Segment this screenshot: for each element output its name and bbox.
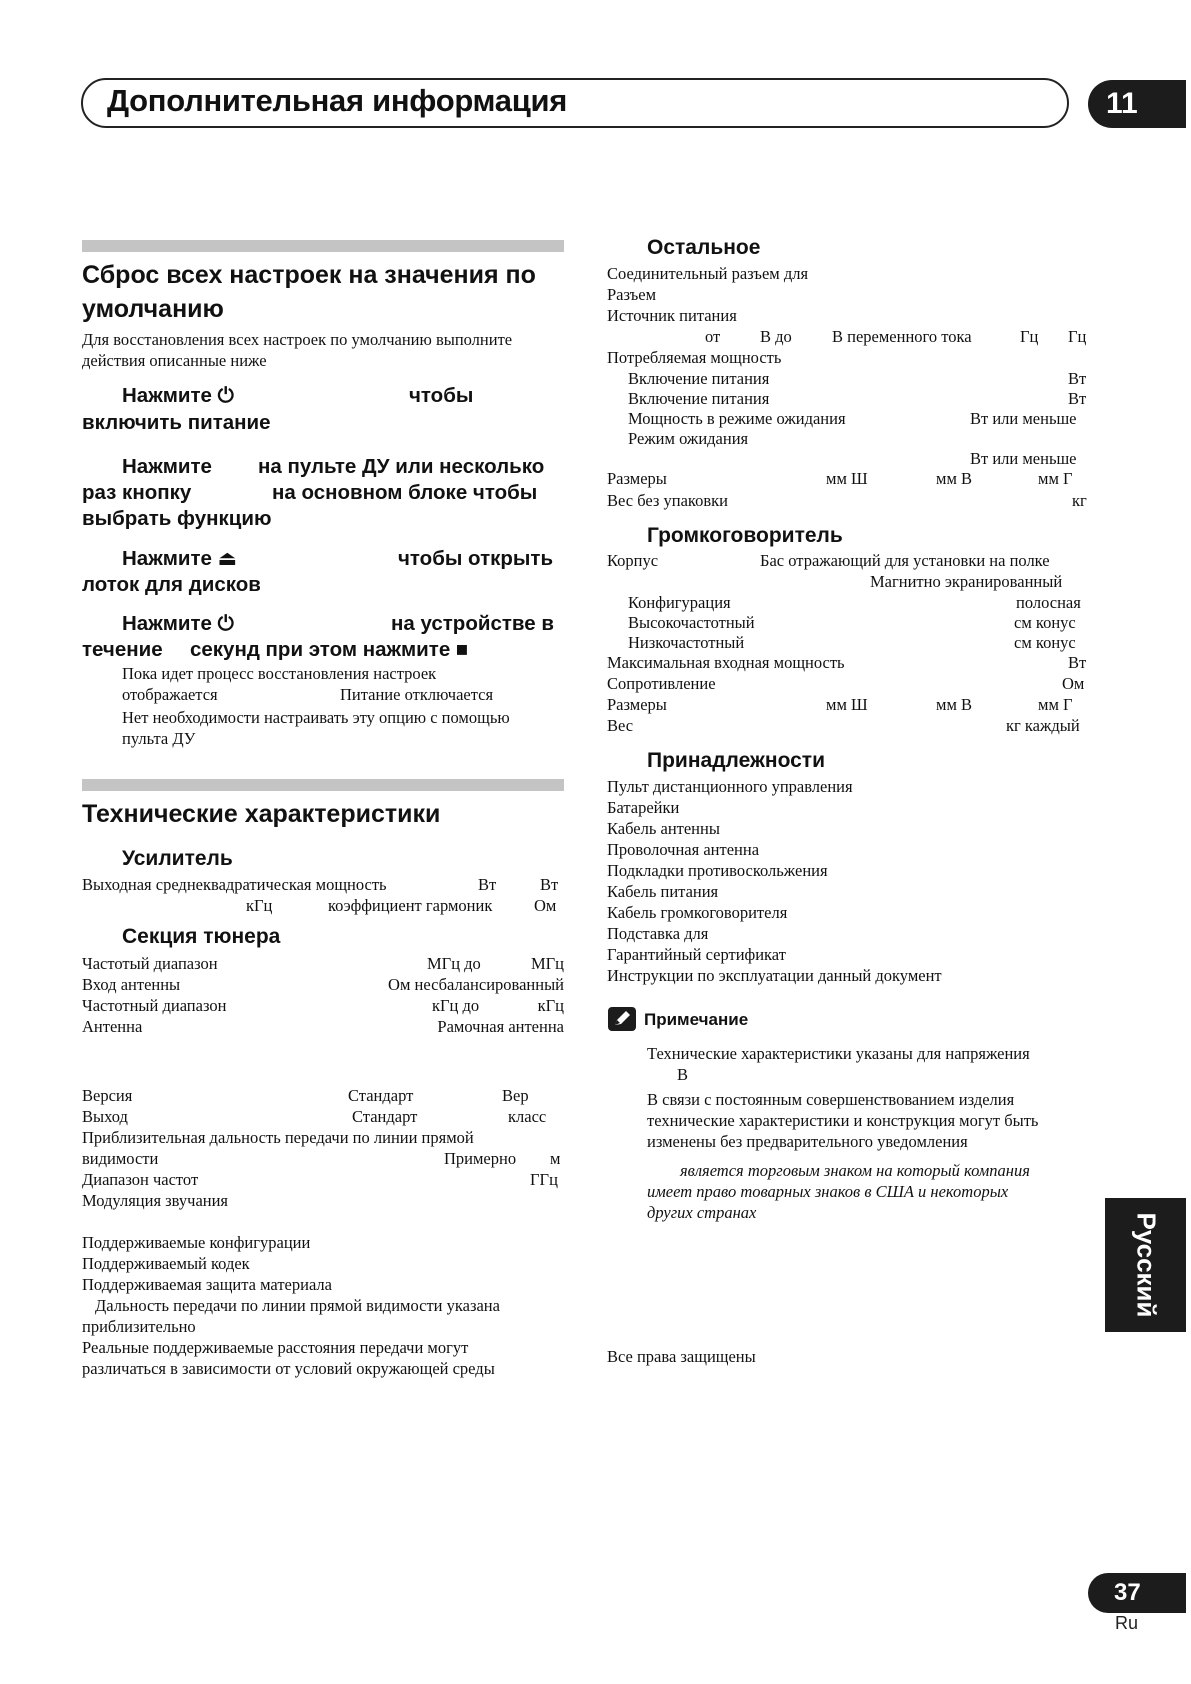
- bt-row-label: Версия: [82, 1086, 133, 1105]
- other-standby-mode-unit: Вт или меньше: [970, 449, 1077, 468]
- speaker-max-power-unit: Вт: [1068, 653, 1087, 672]
- step3-text-b: чтобы открыть: [398, 547, 554, 570]
- amp-line2-thd: коэффициент гармоник: [328, 896, 493, 915]
- list-item: Пульт дистанционного управления: [607, 777, 853, 796]
- other-power-on-2: Включение питания: [628, 389, 770, 408]
- amp-line1-label: Выходная среднеквадратическая мощность: [82, 875, 387, 894]
- tuner-row: [82, 995, 564, 1016]
- tuner-row-label: Частотный диапазон: [82, 996, 227, 1015]
- other-connector: Соединительный разъем для: [607, 264, 809, 283]
- amp-line2-ohm: Ом: [534, 896, 557, 915]
- other-power-source: Источник питания: [607, 306, 737, 325]
- bt-row-mid: Стандарт: [348, 1086, 414, 1105]
- other-dim-h: мм В: [936, 469, 973, 488]
- speaker-dim-d: мм Г: [1038, 695, 1073, 714]
- other-power-from: от: [705, 327, 721, 346]
- list-item: Проволочная антенна: [607, 840, 760, 859]
- other-dim-w: мм Ш: [826, 469, 868, 488]
- other-weight: Вес без упаковки: [607, 491, 729, 510]
- speaker-weight-unit: кг каждый: [1006, 716, 1080, 735]
- list-item: Кабель громкоговорителя: [607, 903, 788, 922]
- speaker-woofer: Низкочастотный: [628, 633, 745, 652]
- note-p3-line1: является торговым знаком на который компания: [680, 1161, 1030, 1180]
- reset-intro-line1: Для восстановления всех настроек по умолчанию выполните: [82, 330, 513, 349]
- tuner-row-value: Ом несбалансированный: [388, 975, 564, 994]
- other-standby-mode: Режим ожидания: [628, 429, 749, 448]
- list-item: Подкладки противоскольжения: [607, 861, 828, 880]
- other-weight-unit: кг: [1072, 491, 1087, 510]
- step4-text-a: Нажмите ⏻: [122, 612, 234, 635]
- amp-line1-unit2: Вт: [540, 875, 559, 894]
- note-p3-line2: имеет право товарных знаков в США и некоторых: [647, 1182, 1009, 1201]
- list-item: Кабель антенны: [607, 819, 720, 838]
- step4-text-b: на устройстве в: [391, 612, 554, 635]
- step2-text-c: раз кнопку: [82, 481, 192, 504]
- language-tab-label: Русский: [1131, 1212, 1161, 1318]
- tuner-row-value: Рамочная антенна: [437, 1017, 564, 1036]
- other-jack: Разъем: [607, 285, 657, 304]
- step1-text-a: Нажмите ⏻: [122, 384, 234, 407]
- step2-text-d: на основном блоке чтобы: [272, 481, 538, 504]
- note-p1-line1: Технические характеристики указаны для напряжения: [647, 1044, 1030, 1063]
- language-side-tab: [1105, 1198, 1186, 1332]
- bt-band-unit: ГГц: [530, 1170, 558, 1189]
- tuner-row-value: кГц: [537, 996, 564, 1015]
- speaker-weight: Вес: [607, 716, 634, 735]
- reset-note1-line2a: отображается: [122, 685, 218, 704]
- step4-text-d: секунд при этом нажмите ■: [190, 638, 469, 661]
- note-title: Примечание: [644, 1010, 749, 1029]
- step4-text-c: течение: [82, 638, 163, 661]
- page-number: 37: [1088, 1573, 1186, 1613]
- tuner-row-mid: МГц до: [427, 954, 481, 973]
- step3-text-c: лоток для дисков: [82, 573, 261, 596]
- bt-footnote2-line2: различаться в зависимости от условий окружающей среды: [82, 1359, 495, 1378]
- other-power-hz1: Гц: [1020, 327, 1039, 346]
- section-bar: [82, 240, 564, 252]
- bt-row-value: Вер: [502, 1086, 529, 1105]
- bt-codec: Поддерживаемый кодек: [82, 1254, 250, 1273]
- other-consumption: Потребляемая мощность: [607, 348, 782, 367]
- tuner-row: [82, 974, 564, 995]
- speaker-tweeter-val: см конус: [1014, 613, 1076, 632]
- section-bar: [82, 779, 564, 791]
- reset-note2-line2: пульта ДУ: [122, 729, 196, 748]
- note-p2-line1: В связи с постоянным совершенствованием изделия: [647, 1090, 1015, 1109]
- other-title: Остальное: [647, 236, 761, 259]
- speaker-tweeter: Высокочастотный: [628, 613, 755, 632]
- other-power-hz2: Гц: [1068, 327, 1087, 346]
- bt-row: [82, 1106, 564, 1127]
- bt-row-mid: Стандарт: [352, 1107, 418, 1126]
- list-item: Кабель питания: [607, 882, 719, 901]
- speaker-woofer-val: см конус: [1014, 633, 1076, 652]
- eject-icon: ⏏: [217, 547, 238, 570]
- bt-footnote1-line2: приблизительно: [82, 1317, 196, 1336]
- step1-text-b: чтобы: [409, 384, 474, 407]
- reset-note1-line1: Пока идет процесс восстановления настроек: [122, 664, 437, 683]
- bt-footnote2-line1: Реальные поддерживаемые расстояния передачи могут: [82, 1338, 469, 1357]
- page-language-code: Ru: [1115, 1613, 1139, 1633]
- bt-footnote1-line1: Дальность передачи по линии прямой видимости указана: [95, 1296, 500, 1315]
- other-power-on-2-unit: Вт: [1068, 389, 1087, 408]
- bt-row-value: класс: [508, 1107, 547, 1126]
- reset-intro-line2: действия описанные ниже: [82, 351, 267, 370]
- step2-text-b: на пульте ДУ или несколько: [258, 455, 545, 478]
- power-icon: ⏻: [217, 612, 234, 635]
- note-p2-line3: изменены без предварительного уведомления: [647, 1132, 968, 1151]
- bt-band-label: Диапазон частот: [82, 1170, 199, 1189]
- tuner-row-label: Частотый диапазон: [82, 954, 218, 973]
- tuner-row-label: Антенна: [82, 1017, 143, 1036]
- step2-text-a: Нажмите: [122, 455, 212, 478]
- note-p1-line2: В: [677, 1065, 689, 1084]
- list-item: Инструкции по эксплуатации данный документ: [607, 966, 942, 985]
- amp-title: Усилитель: [122, 847, 233, 870]
- reset-title-line1: Сброс всех настроек на значения по: [82, 261, 536, 289]
- other-power-ac: В переменного тока: [832, 327, 972, 346]
- step1-text-c: включить питание: [82, 411, 271, 434]
- reset-note1-line2b: Питание отключается: [340, 685, 494, 704]
- list-item: Гарантийный сертификат: [607, 945, 786, 964]
- bt-range-approx: Примерно: [444, 1149, 517, 1168]
- list-item: Подставка для: [607, 924, 709, 943]
- other-power-on-1-unit: Вт: [1068, 369, 1087, 388]
- speaker-cabinet-type: Бас отражающий для установки на полке: [760, 551, 1050, 570]
- tuner-title: Секция тюнера: [122, 925, 281, 948]
- bt-profiles: Поддерживаемые конфигурации: [82, 1233, 311, 1252]
- tuner-row: [82, 953, 564, 974]
- bt-range-label: видимости: [82, 1149, 159, 1168]
- speaker-dimensions: Размеры: [607, 695, 667, 714]
- other-standby-power-unit: Вт или меньше: [970, 409, 1077, 428]
- tuner-row: [82, 1016, 564, 1037]
- other-power-to: В до: [760, 327, 792, 346]
- speaker-impedance: Сопротивление: [607, 674, 716, 693]
- amp-line2-khz: кГц: [246, 896, 273, 915]
- speaker-max-power: Максимальная входная мощность: [607, 653, 845, 672]
- note-p3-line3: других странах: [647, 1203, 757, 1222]
- speaker-impedance-unit: Ом: [1062, 674, 1085, 693]
- bt-protection: Поддерживаемая защита материала: [82, 1275, 332, 1294]
- chapter-badge: 11: [1088, 80, 1186, 128]
- step3-text-a: Нажмите ⏏: [122, 547, 238, 570]
- power-icon: ⏻: [217, 384, 234, 407]
- bt-range-unit: м: [550, 1149, 561, 1168]
- speaker-config-val: полосная: [1016, 593, 1081, 612]
- speaker-title: Громкоговоритель: [647, 524, 843, 547]
- copyright: Все права защищены: [607, 1347, 756, 1366]
- accessories-title: Принадлежности: [647, 749, 825, 772]
- speaker-dim-w: мм Ш: [826, 695, 868, 714]
- bt-row-label: Выход: [82, 1107, 128, 1126]
- page-title: Дополнительная информация: [107, 83, 568, 118]
- bt-row: [82, 1085, 564, 1106]
- step2-text-e: выбрать функцию: [82, 507, 272, 530]
- note-p2-line2: технические характеристики и конструкция могут быть: [647, 1111, 1039, 1130]
- reset-title-line2: умолчанию: [82, 295, 224, 323]
- speaker-dim-h: мм В: [936, 695, 973, 714]
- specs-title: Технические характеристики: [82, 800, 441, 828]
- speaker-config: Конфигурация: [628, 593, 731, 612]
- other-dim-d: мм Г: [1038, 469, 1073, 488]
- other-dimensions: Размеры: [607, 469, 667, 488]
- reset-note2-line1: Нет необходимости настраивать эту опцию с помощью: [122, 708, 510, 727]
- stop-icon: ■: [455, 638, 469, 661]
- other-power-on-1: Включение питания: [628, 369, 770, 388]
- tuner-row-value: МГц: [530, 954, 564, 973]
- bt-modulation: Модуляция звучания: [82, 1191, 229, 1210]
- tuner-row-label: Вход антенны: [82, 975, 181, 994]
- bt-range-line1: Приблизительная дальность передачи по линии прямой: [82, 1128, 474, 1147]
- amp-line1-unit1: Вт: [478, 875, 497, 894]
- speaker-shielded: Магнитно экранированный: [870, 572, 1063, 591]
- note-pencil-icon: [608, 1007, 636, 1031]
- tuner-row-mid: кГц до: [432, 996, 480, 1015]
- list-item: Батарейки: [607, 798, 680, 817]
- speaker-cabinet: Корпус: [607, 551, 659, 570]
- other-standby-power: Мощность в режиме ожидания: [628, 409, 846, 428]
